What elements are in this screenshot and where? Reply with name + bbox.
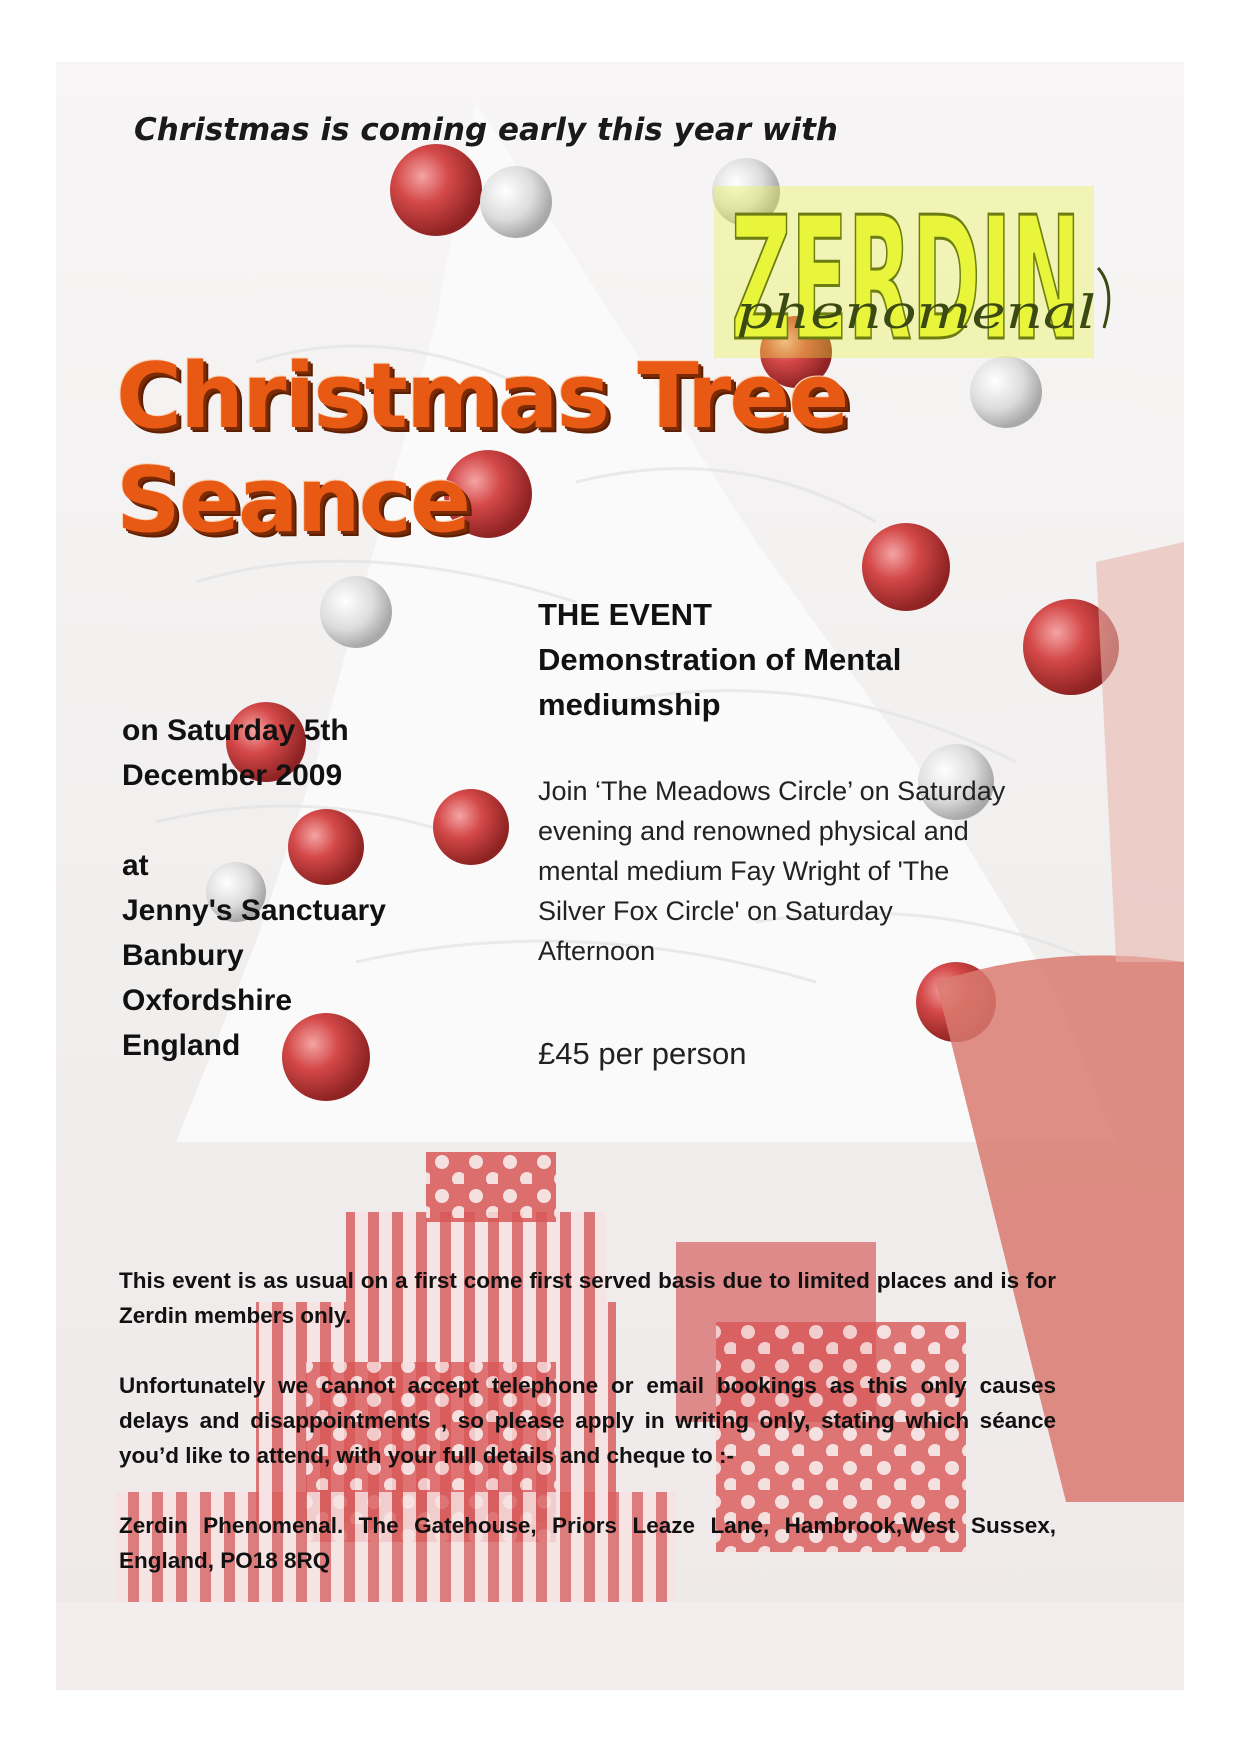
booking-note: This event is as usual on a first come first served basis due to limited places and is for Zerdin members only. [119,1268,1056,1328]
description-line: Silver Fox Circle' on Saturday [538,896,893,926]
venue-name: Jenny's Sanctuary [122,894,386,927]
event-subheading-line-2: mediumship [538,687,721,722]
description-line: Afternoon [538,936,656,966]
description-line: evening and renowned physical and [538,816,969,846]
title-line-1: Christmas Tree [116,344,848,449]
event-description [538,771,1078,971]
tagline: Christmas is coming early this year with [134,112,838,148]
description-line: Join ‘The Meadows Circle’ on Saturday [538,776,1006,806]
description-line: mental medium Fay Wright of 'The [538,856,950,886]
logo-script-text: phenomenal [736,285,1096,339]
venue-at: at [122,849,149,882]
date-line-2: December 2009 [122,759,343,792]
ticket-price: £45 per person [538,1036,747,1071]
postal-address: Zerdin Phenomenal. The Gatehouse, Priors Leaze Lane, Hambrook,West Sussex, England, PO18 8RQ [119,1513,1056,1573]
booking-instructions: Unfortunately we cannot accept telephone or email bookings as this only causes delays and disappointments , so please apply in writing only, stating which séance you’d like to attend, with your full details and cheque to :- [119,1373,1056,1468]
venue-county: Oxfordshire [122,984,293,1017]
spacer [122,798,386,843]
venue-town: Banbury [122,939,244,972]
logo-main-text: ZERDIN [731,181,1081,374]
date-venue-block [122,708,386,1068]
title-line-2: Seance [116,448,470,553]
event-heading-block [538,592,901,727]
event-title [116,345,847,553]
date-line-1: on Saturday 5th [122,714,349,747]
event-subheading-line-1: Demonstration of Mental [538,642,902,677]
venue-country: England [122,1029,241,1062]
event-heading: THE EVENT [538,597,712,632]
